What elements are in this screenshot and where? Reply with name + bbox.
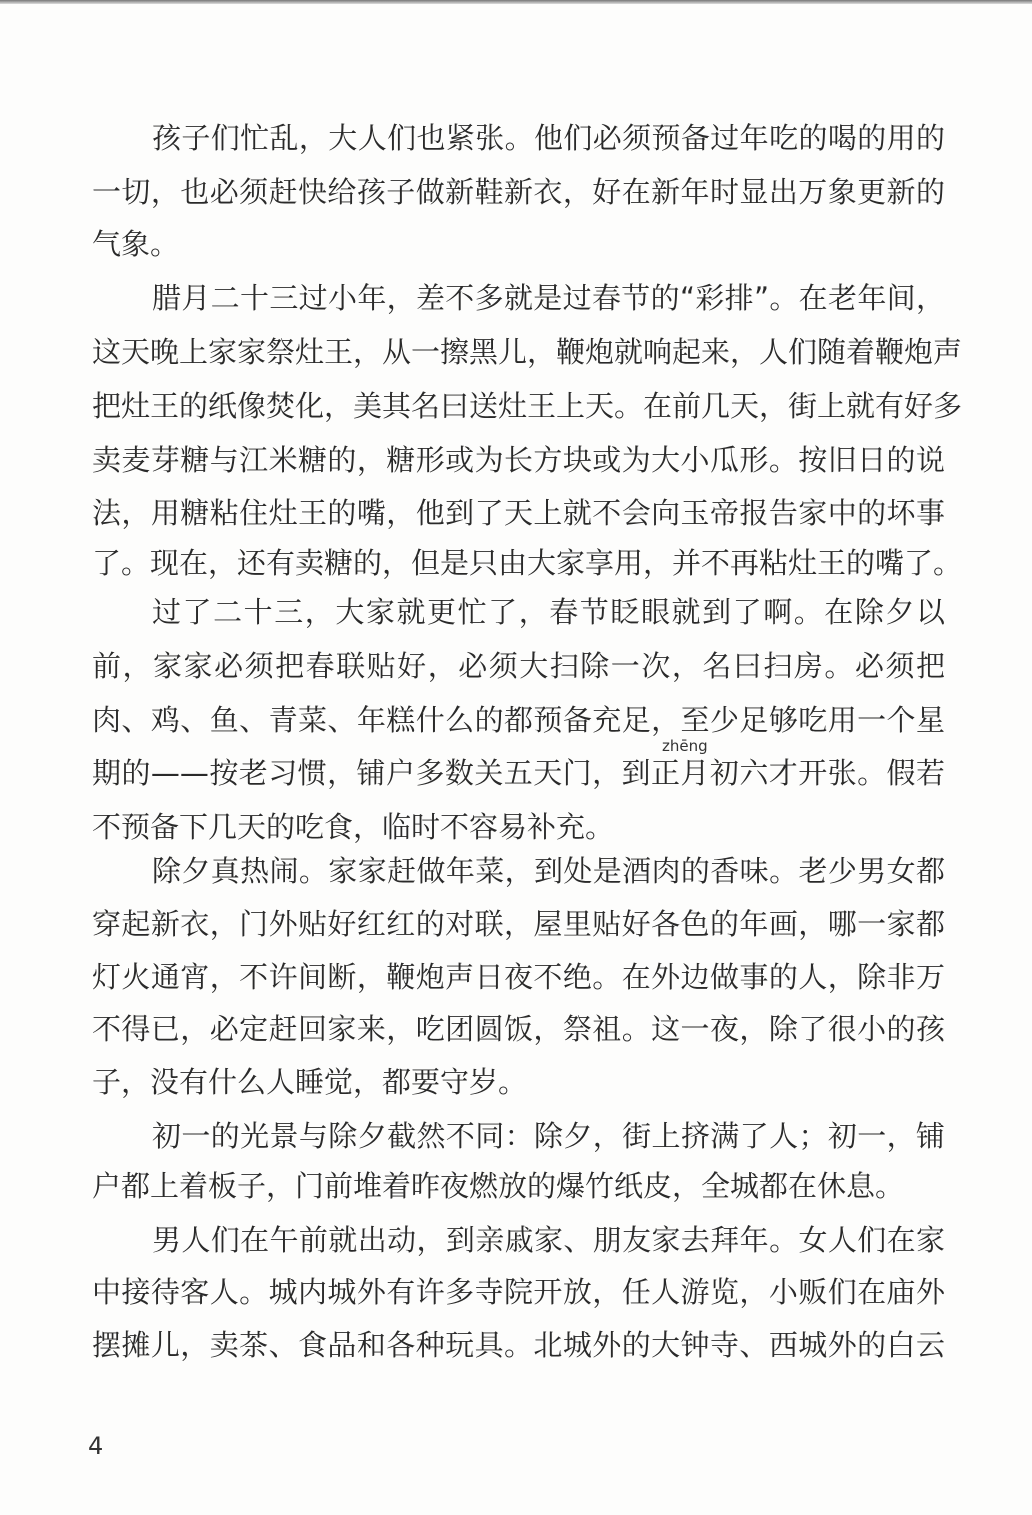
text-line: 灯火通宵，不许间断，鞭炮声日夜不绝。在外边做事的人，除非万 xyxy=(92,960,945,994)
text-line: 前，家家必须把春联贴好，必须大扫除一次，名曰扫房。必须把 xyxy=(92,649,945,683)
text-line: 肉、鸡、鱼、青菜、年糕什么的都预备充足，至少足够吃用一个星 xyxy=(92,703,945,737)
pinyin-annotation: zhēng xyxy=(662,737,708,755)
text-line: 过了二十三，大家就更忙了，春节眨眼就到了啊。在除夕以 xyxy=(152,595,945,629)
text-line: 户都上着板子，门前堆着昨夜燃放的爆竹纸皮，全城都在休息。 xyxy=(92,1169,905,1203)
text-line: 期的——按老习惯，铺户多数关五天门，到正月初六才开张。假若 xyxy=(92,756,945,790)
text-line: 不得已，必定赶回家来，吃团圆饭，祭祖。这一夜，除了很小的孩 xyxy=(92,1012,945,1046)
text-line: 孩子们忙乱，大人们也紧张。他们必须预备过年吃的喝的用的 xyxy=(152,121,945,155)
text-line: 把灶王的纸像焚化，美其名曰送灶王上天。在前几天，街上就有好多 xyxy=(92,389,963,423)
page-number: 4 xyxy=(88,1432,104,1460)
text-line: 法，用糖粘住灶王的嘴，他到了天上就不会向玉帝报告家中的坏事 xyxy=(92,496,945,530)
text-line: 卖麦芽糖与江米糖的，糖形或为长方块或为大小瓜形。按旧日的说 xyxy=(92,443,945,477)
text-line: 摆摊儿，卖茶、食品和各种玩具。北城外的大钟寺、西城外的白云 xyxy=(92,1328,945,1362)
text-line: 穿起新衣，门外贴好红红的对联，屋里贴好各色的年画，哪一家都 xyxy=(92,907,945,941)
text-line: 了。现在，还有卖糖的，但是只由大家享用，并不再粘灶王的嘴了。 xyxy=(92,546,963,580)
text-line: 腊月二十三过小年，差不多就是过春节的“彩排”。在老年间， xyxy=(152,281,945,315)
scan-top-edge xyxy=(0,0,1032,4)
text-line: 男人们在午前就出动，到亲戚家、朋友家去拜年。女人们在家 xyxy=(152,1223,945,1257)
text-line: 初一的光景与除夕截然不同：除夕，街上挤满了人；初一，铺 xyxy=(152,1119,945,1153)
text-line: 这天晚上家家祭灶王，从一擦黑儿，鞭炮就响起来，人们随着鞭炮声 xyxy=(92,335,963,369)
text-line: 气象。 xyxy=(92,227,180,261)
text-line: 子，没有什么人睡觉，都要守岁。 xyxy=(92,1065,528,1099)
text-line: 不预备下几天的吃食，临时不容易补充。 xyxy=(92,810,615,844)
text-line: 一切，也必须赶快给孩子做新鞋新衣，好在新年时显出万象更新的 xyxy=(92,175,945,209)
text-line: 除夕真热闹。家家赶做年菜，到处是酒肉的香味。老少男女都 xyxy=(152,854,945,888)
text-line: 中接待客人。城内城外有许多寺院开放，任人游览，小贩们在庙外 xyxy=(92,1275,945,1309)
